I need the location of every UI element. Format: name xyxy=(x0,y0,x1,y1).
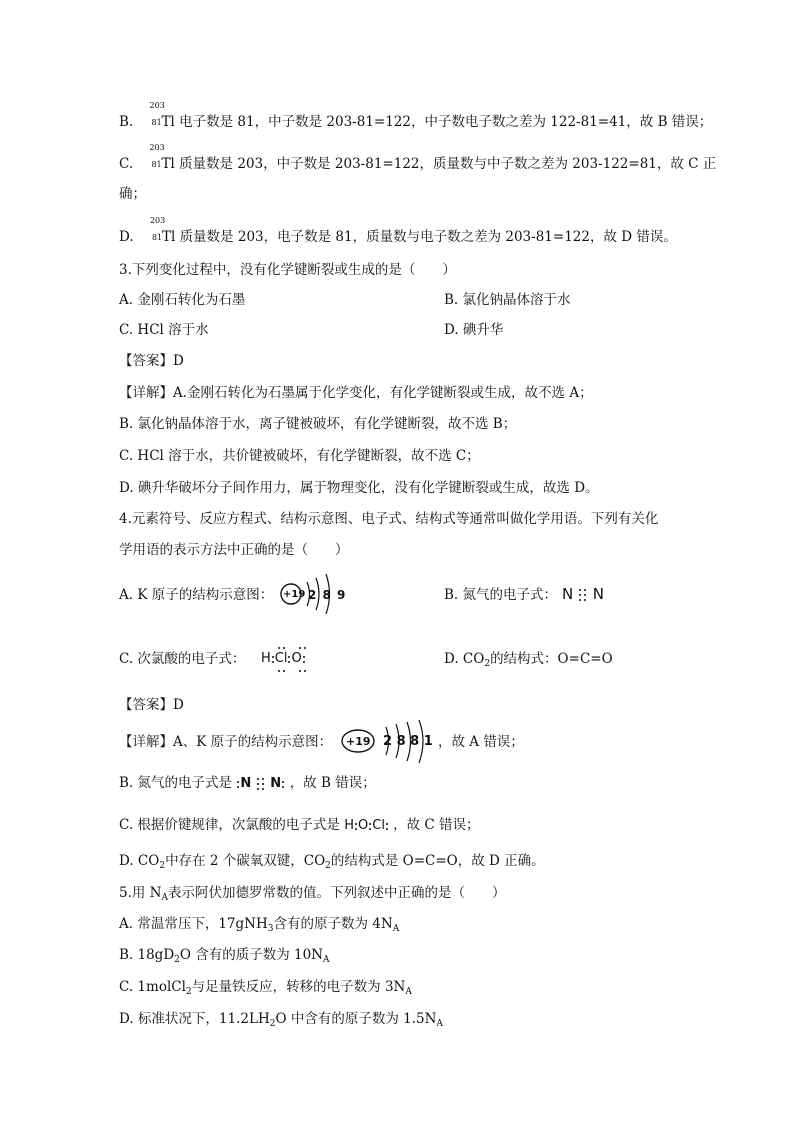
n2-electron-formula-wrong: N N xyxy=(562,585,605,603)
isotope-tl: 203 81 xyxy=(149,101,165,127)
q3-option-c: C. HCl 溶于水 xyxy=(119,322,209,338)
hclo-lone-pair-dots xyxy=(275,646,315,674)
isotope-tl: 203 81 xyxy=(149,216,166,242)
question-5-stem: 5.用 $N_A$表示阿伏加德罗常数的值。下列叙述中正确的是（ ） xyxy=(119,885,506,903)
q3-detail-b: B. 氯化钠晶体溶于水，离子键被破坏，有化学键断裂，故不选 B； xyxy=(119,416,517,432)
q4-detail-b: B. 氮气的电子式是 N N ，故 B 错误； xyxy=(119,775,376,791)
q3-answer: 【答案】D xyxy=(119,353,184,369)
option-b-explanation: B. 203 81 Tl 电子数是 81，中子数是 203-81=122，中子数电子数之差为 122-81=41，故 B 错误； xyxy=(119,101,713,130)
q4-detail-d: D. $CO_2$中存在 2 个碳氧双键，$CO_2$的结构式是 O=C=O，故 D 正确。 xyxy=(119,853,545,871)
q3-option-b: B. 氯化钠晶体溶于水 xyxy=(444,292,571,308)
q4-option-d: D. $CO_2$的结构式：O=C=O xyxy=(444,651,613,669)
n2-electron-formula-correct: N N xyxy=(236,776,289,791)
q3-detail-d: D. 碘升华破坏分子间作用力，属于物理变化，没有化学键断裂或生成，故选 D。 xyxy=(119,480,599,496)
q4-option-b: B. 氮气的电子式： xyxy=(444,587,558,603)
q5-option-c: C. 1molCl$_2$与足量铁反应，转移的电子数为 $3N_A$ xyxy=(119,979,412,997)
q3-option-d: D. 碘升华 xyxy=(444,322,504,338)
hclo-electron-formula-correct: H O Cl xyxy=(344,818,393,833)
option-c-explanation: C. 203 81 Tl 质量数是 203，中子数是 203-81=122，质量数与中子数之差为 203-122=81，故 C 正 xyxy=(119,143,717,172)
option-c-continued: 确； xyxy=(119,186,146,202)
k-shell-electrons: 2 8 8 1 xyxy=(383,734,433,749)
q4-option-a: A. K 原子的结构示意图： xyxy=(119,587,274,603)
q4-option-c: C. 次氯酸的电子式： xyxy=(119,651,246,667)
q4-detail-c: C. 根据价键规律，次氯酸的电子式是 H O Cl ，故 C 错误； xyxy=(119,817,480,833)
q5-option-a: A. 常温常压下，17gNH$_3$含有的原子数为 $4N_A$ xyxy=(119,916,400,934)
question-4-stem-1: 4.元素符号、反应方程式、结构示意图、电子式、结构式等通常叫做化学用语。下列有关化 xyxy=(119,511,659,527)
q3-detail-c: C. HCl 溶于水，共价键被破坏，有化学键断裂，故不选 C； xyxy=(119,448,480,464)
q3-option-a: A. 金刚石转化为石墨 xyxy=(119,292,246,308)
k-shell-electrons: 2 8 9 xyxy=(308,588,347,602)
isotope-tl: 203 81 xyxy=(149,143,165,169)
question-4-stem-2: 学用语的表示方法中正确的是（ ） xyxy=(119,542,349,558)
q4-answer: 【答案】D xyxy=(119,697,184,713)
k-nucleus-label: +19 xyxy=(283,589,306,600)
q5-option-d: D. 标准状况下，$11.2LH_2O$ 中含有的原子数为 $1.5N_A$ xyxy=(119,1011,443,1029)
k-nucleus-label: +19 xyxy=(346,735,371,748)
question-3-stem: 3.下列变化过程中，没有化学键断裂或生成的是（ ） xyxy=(119,262,456,278)
q3-detail-a: 【详解】A.金刚石转化为石墨属于化学变化，有化学键断裂或生成，故不选 A； xyxy=(119,385,593,401)
option-d-explanation: D. 203 81 Tl 质量数是 203，电子数是 81，质量数与电子数之差为 203-81=122，故 D 错误。 xyxy=(119,216,677,245)
q5-option-b: B. $18gD_2O$ 含有的质子数为 $10N_A$ xyxy=(119,947,330,965)
q4-detail-a: 【详解】A、K 原子的结构示意图： xyxy=(119,734,333,750)
triple-bond-dots xyxy=(578,588,588,602)
q4-detail-a-conclusion: ，故 A 错误； xyxy=(438,734,524,750)
hclo-electron-formula-wrong: H Cl O xyxy=(261,650,306,668)
